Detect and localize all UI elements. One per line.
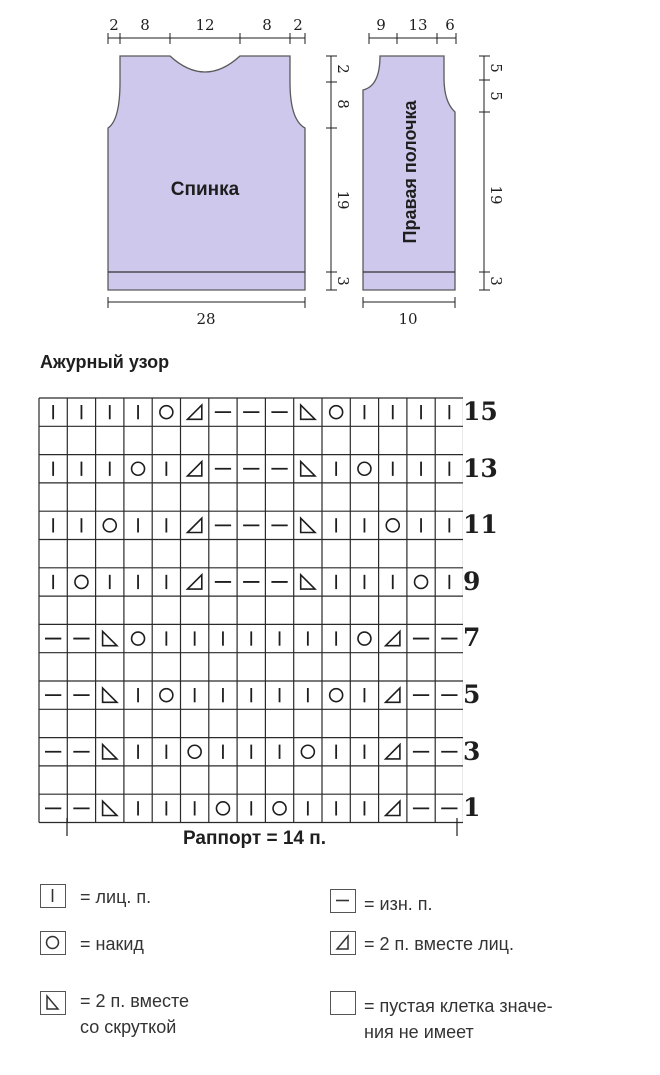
legend-text-yo: = накид: [80, 934, 144, 954]
legend-text-purl: = изн. п.: [364, 894, 433, 914]
stitch-k2tog: [188, 518, 202, 532]
back-bottom-width: 28: [196, 310, 216, 328]
front-height-dim-3: 19: [487, 185, 505, 205]
stitch-k2tog: [188, 462, 202, 476]
back-width-dim-2: 8: [140, 16, 150, 34]
back-piece-shape: [108, 56, 305, 290]
back-height-dim-2: 8: [334, 99, 352, 109]
stitch-yo: [415, 575, 428, 588]
row-number: 1: [463, 793, 481, 823]
stitch-yo: [75, 575, 88, 588]
stitch-yo: [273, 802, 286, 815]
stitch-yo: [216, 802, 229, 815]
front-piece: [363, 56, 455, 290]
row-number: 13: [463, 453, 498, 483]
front-height-dim-4: 3: [487, 276, 505, 286]
front-label: Правая полочка: [400, 100, 420, 244]
back-height-dimensions: [326, 56, 337, 290]
front-height-dim-2: 5: [487, 91, 505, 101]
garment-schematic: [0, 0, 660, 340]
stitch-yo: [330, 406, 343, 419]
stitch-k2tog: [188, 405, 202, 419]
stitch-yo: [160, 689, 173, 702]
back-height-dim-1: 2: [334, 64, 352, 74]
stitch-ssk: [103, 688, 117, 702]
stitch-k2tog: [188, 575, 202, 589]
back-bottom-dimension: [108, 297, 305, 308]
stitch-yo: [188, 745, 201, 758]
legend-text-empty: = пустая клетка значе- ния не имеет: [364, 996, 553, 1042]
back-piece: [108, 56, 305, 290]
stitch-yo: [330, 689, 343, 702]
front-bottom-width: 10: [398, 310, 418, 328]
legend-text-k2tog: = 2 п. вместе лиц.: [364, 934, 514, 954]
row-number: 11: [463, 510, 498, 540]
front-top-dimensions: [369, 33, 456, 44]
back-width-dim-5: 2: [293, 16, 303, 34]
row-number: 3: [463, 736, 481, 766]
stitch-yo: [301, 745, 314, 758]
stitch-yo: [358, 462, 371, 475]
stitch-ssk: [103, 631, 117, 645]
stitch-ssk: [301, 518, 315, 532]
legend-symbol-empty: [330, 991, 356, 1015]
row-number: 5: [463, 680, 481, 709]
row-number: 7: [463, 623, 481, 653]
stitch-yo: [358, 632, 371, 645]
legend-text-ssk: = 2 п. вместе со скруткой: [80, 991, 190, 1037]
legend-symbol-k2tog: [330, 931, 356, 955]
stitch-k2tog: [386, 688, 400, 702]
stitch-ssk: [103, 745, 117, 759]
stitch-ssk: [301, 462, 315, 476]
stitch-yo: [132, 462, 145, 475]
legend-symbol-purl: [330, 889, 356, 913]
back-width-dim-4: 8: [262, 16, 272, 34]
back-label: Спинка: [170, 179, 240, 200]
chart-title: Ажурный узор: [40, 352, 170, 372]
back-top-dimensions: [108, 33, 305, 44]
stitch-k2tog: [386, 801, 400, 815]
stitch-yo: [103, 519, 116, 532]
front-bottom-dimension: [363, 297, 455, 308]
stitch-yo: [160, 406, 173, 419]
row-number: 9: [463, 566, 481, 596]
legend-symbol-yo: [40, 931, 66, 955]
stitch-chart-grid: [38, 397, 463, 847]
front-height-dim-1: 5: [487, 63, 505, 73]
back-height-dim-3: 19: [334, 190, 352, 210]
legend-text-knit: = лиц. п.: [80, 887, 152, 907]
stitch-ssk: [301, 575, 315, 589]
stitch-ssk: [103, 801, 117, 815]
repeat-label: Раппорт = 14 п.: [183, 828, 327, 849]
legend-symbol-knit: [40, 884, 66, 908]
front-width-dim-2: 13: [408, 16, 428, 34]
stitch-yo: [132, 632, 145, 645]
front-width-dim-3: 6: [445, 16, 455, 34]
stitch-yo: [386, 519, 399, 532]
stitch-k2tog: [386, 745, 400, 759]
front-width-dim-1: 9: [376, 16, 386, 34]
back-width-dim-1: 2: [109, 16, 119, 34]
back-width-dim-3: 12: [195, 16, 215, 34]
stitch-k2tog: [386, 631, 400, 645]
row-number: 15: [463, 397, 498, 426]
legend-symbol-ssk: [40, 991, 66, 1015]
stitch-ssk: [301, 405, 315, 419]
back-height-dim-4: 3: [334, 276, 352, 286]
